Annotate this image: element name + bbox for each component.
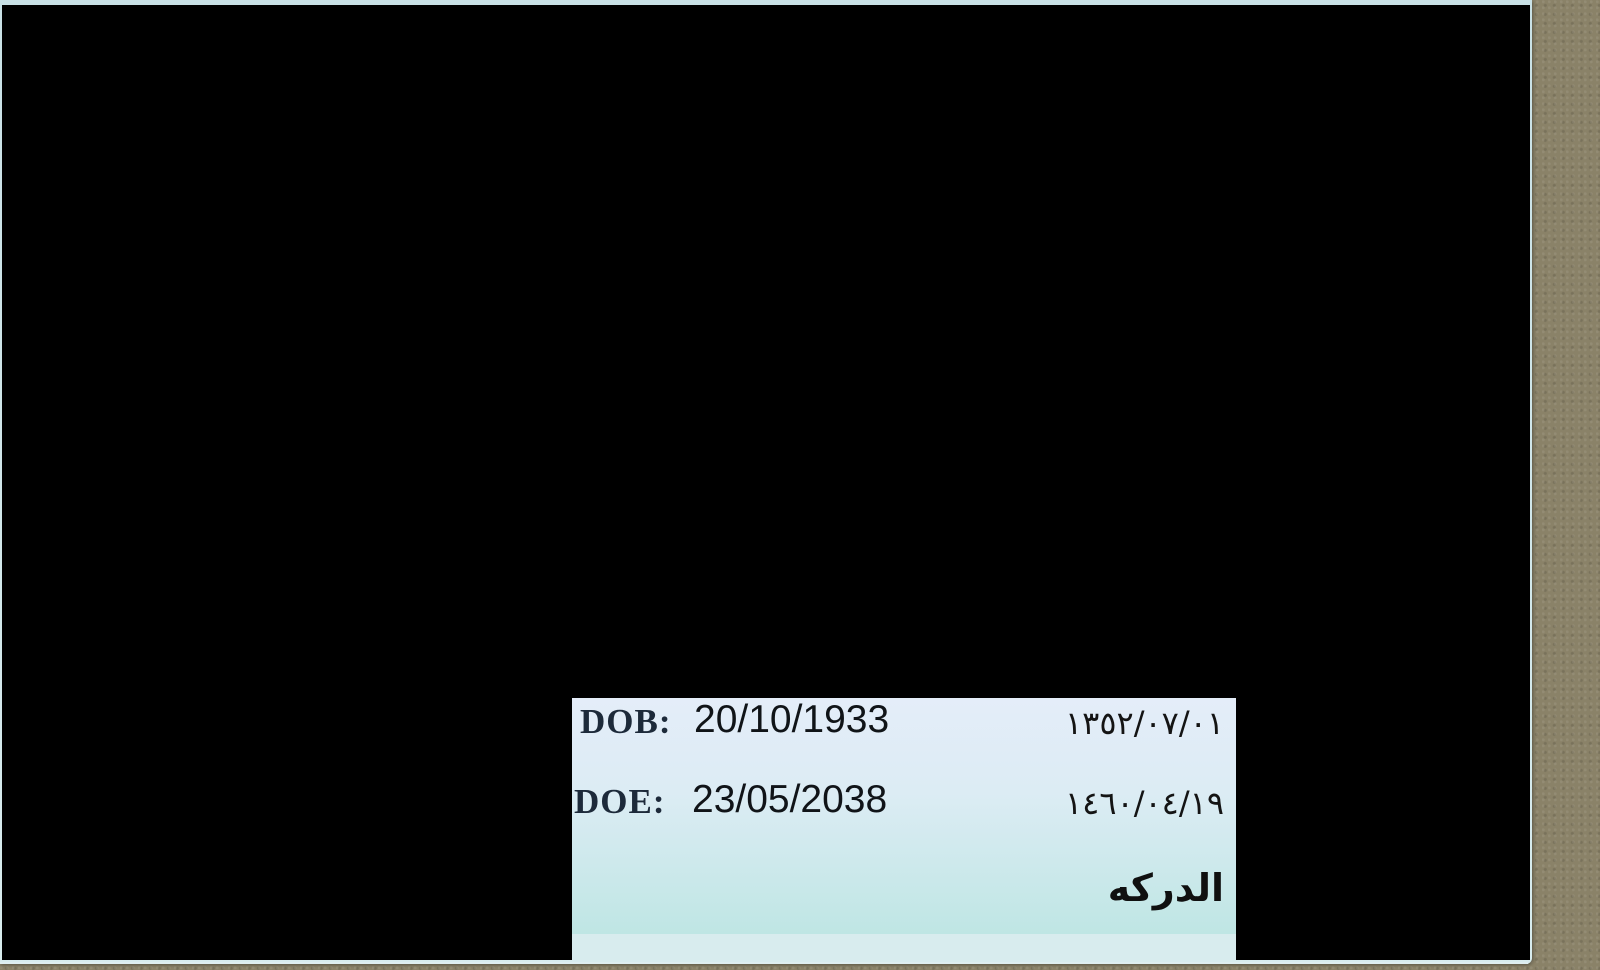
redacted-area-top — [2, 5, 1530, 698]
doe-label: DOE: — [574, 782, 666, 821]
place-name: الدركه — [1107, 866, 1224, 910]
dob-hijri-value: ١٣٥٢/٠٧/٠١ — [1064, 704, 1224, 742]
dob-label: DOB: — [580, 702, 672, 741]
dob-row — [572, 698, 1236, 748]
doe-gregorian-value: 23/05/2038 — [692, 778, 888, 821]
doe-hijri-value: ١٤٦٠/٠٤/١٩ — [1064, 784, 1224, 822]
card-bottom-edge — [0, 962, 1528, 964]
doe-row — [572, 778, 1236, 828]
dates-panel — [572, 698, 1236, 934]
redacted-area-right — [1236, 698, 1530, 960]
dob-gregorian-value: 20/10/1933 — [694, 698, 890, 741]
redacted-area-left — [2, 698, 572, 960]
